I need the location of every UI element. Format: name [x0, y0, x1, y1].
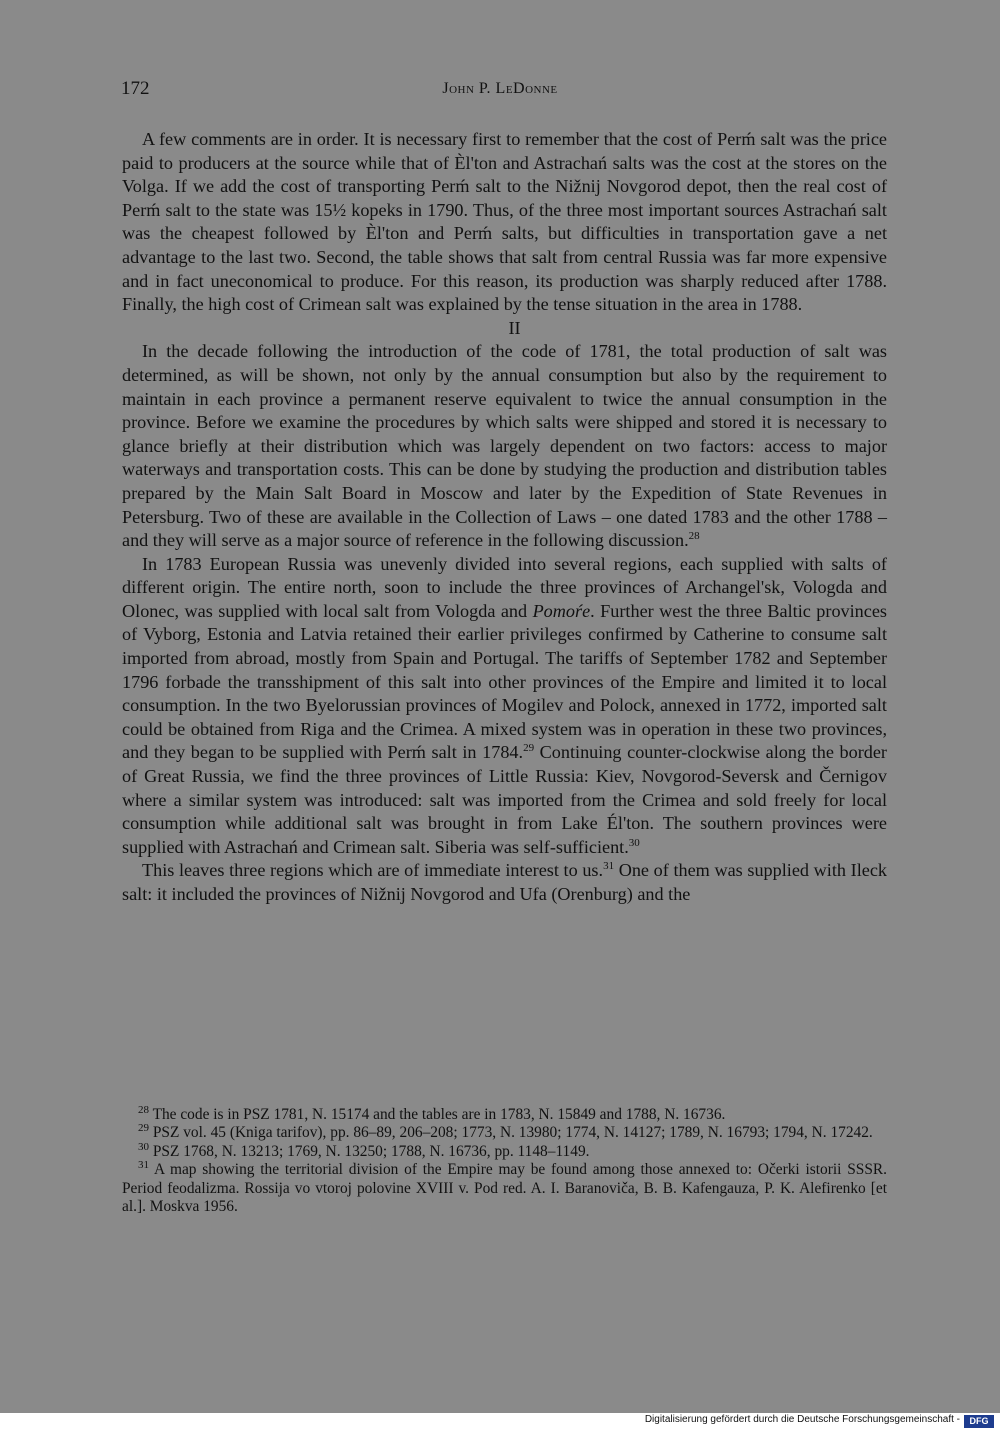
- footnote-number: 28: [138, 1103, 149, 1116]
- paragraph-3-text-a: In 1783 European Russia was unevenly divided into several regions, each supplied with salts of different origin. The entire north, soon to include the three provinces of Archangel'sk, Vologda and Olonec, was supplied with local salt from Vologda and: [122, 553, 887, 621]
- body-text: [122, 128, 887, 907]
- paragraph-2-text: In the decade following the introduction of the code of 1781, the total production of salt was determined, as will be shown, not only by the annual consumption but also by the requirement to maintain in each province a permanent reserve equivalent to twice the annual consumption in the province. Before we examine the procedures by which salts were shipped and stored it is necessary to glance briefly at their distribution which was largely dependent on two factors: access to major waterways and transportation costs. This can be done by studying the production and distribution tables prepared by the Main Salt Board in Moscow and later by the Expedition of State Revenues in Petersburg. Two of these are available in the Collection of Laws – one dated 1783 and the other 1788 – and they will serve as a major source of reference in the following discussion.: [122, 341, 887, 551]
- page-number: 172: [121, 78, 150, 99]
- footnote-text: A map showing the territorial division of the Empire may be found among those annexed to: Očerki istorii SSSR. Period feodalizma. Rossija vo vtoroj polovine XVIII v. Pod red. A. I. Baranoviča, B. B. Kafengauza, P. K. Alefirenko [et al.]. Moskva 1956.: [122, 1161, 887, 1216]
- section-heading: II: [508, 317, 521, 338]
- footnotes: [122, 1103, 887, 1216]
- footnote-31: [122, 1161, 887, 1216]
- paragraph-3: [122, 553, 887, 860]
- footnote-text: PSZ vol. 45 (Kniga tarifov), pp. 86–89, 206–208; 1773, N. 13980; 1774, N. 14127; 1789, N. 16793; 1794, N. 17242.: [149, 1124, 873, 1142]
- footnote-number: 30: [138, 1140, 149, 1153]
- footnote-30: [122, 1140, 887, 1161]
- footnote-ref-31: 31: [603, 860, 615, 873]
- footnote-text: PSZ 1768, N. 13213; 1769, N. 13250; 1788, N. 16736, pp. 1148–1149.: [149, 1142, 590, 1160]
- digitization-credit: Digitalisierung gefördert durch die Deutsche Forschungsgemeinschaft -: [644, 1414, 960, 1425]
- footnote-number: 31: [138, 1159, 149, 1172]
- paragraph-2: [122, 340, 887, 552]
- paragraph-3-text-c: Continuing counter-clockwise along the border of Great Russia, we find the three provinces of Little Russia: Kiev, Novgorod-Seversk and Černigov where a similar system was introduced: salt was imported from the Crimea and sold freely for local consumption while additional salt was brought in from Lake Él'ton. The southern provinces were supplied with Astrachań and Crimean salt. Siberia was self-sufficient.: [122, 742, 887, 857]
- footnote-ref-29: 29: [523, 742, 535, 755]
- digitization-footer: [0, 1413, 1000, 1431]
- running-head: John P. LeDonne: [442, 80, 558, 97]
- paragraph-4-text-b: One of them was supplied with Ileck salt: it included the provinces of Nižnij Novgorod and Ufa (Orenburg) and the: [122, 860, 887, 904]
- paragraph-3-italic: Pomoŕe: [532, 600, 591, 621]
- paragraph-4-text-a: This leaves three regions which are of immediate interest to us.: [142, 860, 604, 881]
- footnote-ref-30: 30: [628, 836, 640, 849]
- page-header: [0, 78, 1000, 104]
- footnote-28: [122, 1103, 887, 1124]
- footnote-ref-28: 28: [688, 530, 700, 543]
- paragraph-3-text-b: . Further west the three Baltic provinces of Vyborg, Estonia and Latvia retained their earlier privileges confirmed by Catherine to consume salt imported from abroad, mostly from Spain and Portugal. The tariffs of September 1782 and September 1796 forbade the transshipment of this salt into other provinces of the Empire and limited it to local consumption. In the two Byelorussian provinces of Mogilev and Polock, annexed in 1772, imported salt could be obtained from Riga and the Crimea. A mixed system was in operation in these two provinces, and they began to be supplied with Perḿ salt in 1784.: [122, 600, 887, 763]
- dfg-logo-icon: DFG: [964, 1415, 994, 1428]
- footnote-29: [122, 1124, 887, 1142]
- paragraph-4: [122, 859, 887, 906]
- footnote-number: 29: [138, 1122, 149, 1135]
- footnote-text: The code is in PSZ 1781, N. 15174 and the tables are in 1783, N. 15849 and 1788, N. 16736.: [149, 1106, 726, 1123]
- paragraph-1: A few comments are in order. It is necessary first to remember that the cost of Perḿ salt was the price paid to producers at the source while that of Èl'ton and Astrachań salts was the cost at the stores on the Volga. If we add the cost of transporting Perḿ salt to the Nižnij Novgorod depot, then the real cost of Perḿ salt to the state was 15½ kopeks in 1790. Thus, of the three most important sources Astrachań salt was the cheapest followed by Èl'ton and Perḿ salts, but difficulties in transportation gave a net advantage to the last two. Second, the table shows that salt from central Russia was far more expensive and in fact uneconomical to produce. For this reason, its production was sharply reduced after 1788. Finally, the high cost of Crimean salt was explained by the tense situation in the area in 1788.: [122, 129, 887, 315]
